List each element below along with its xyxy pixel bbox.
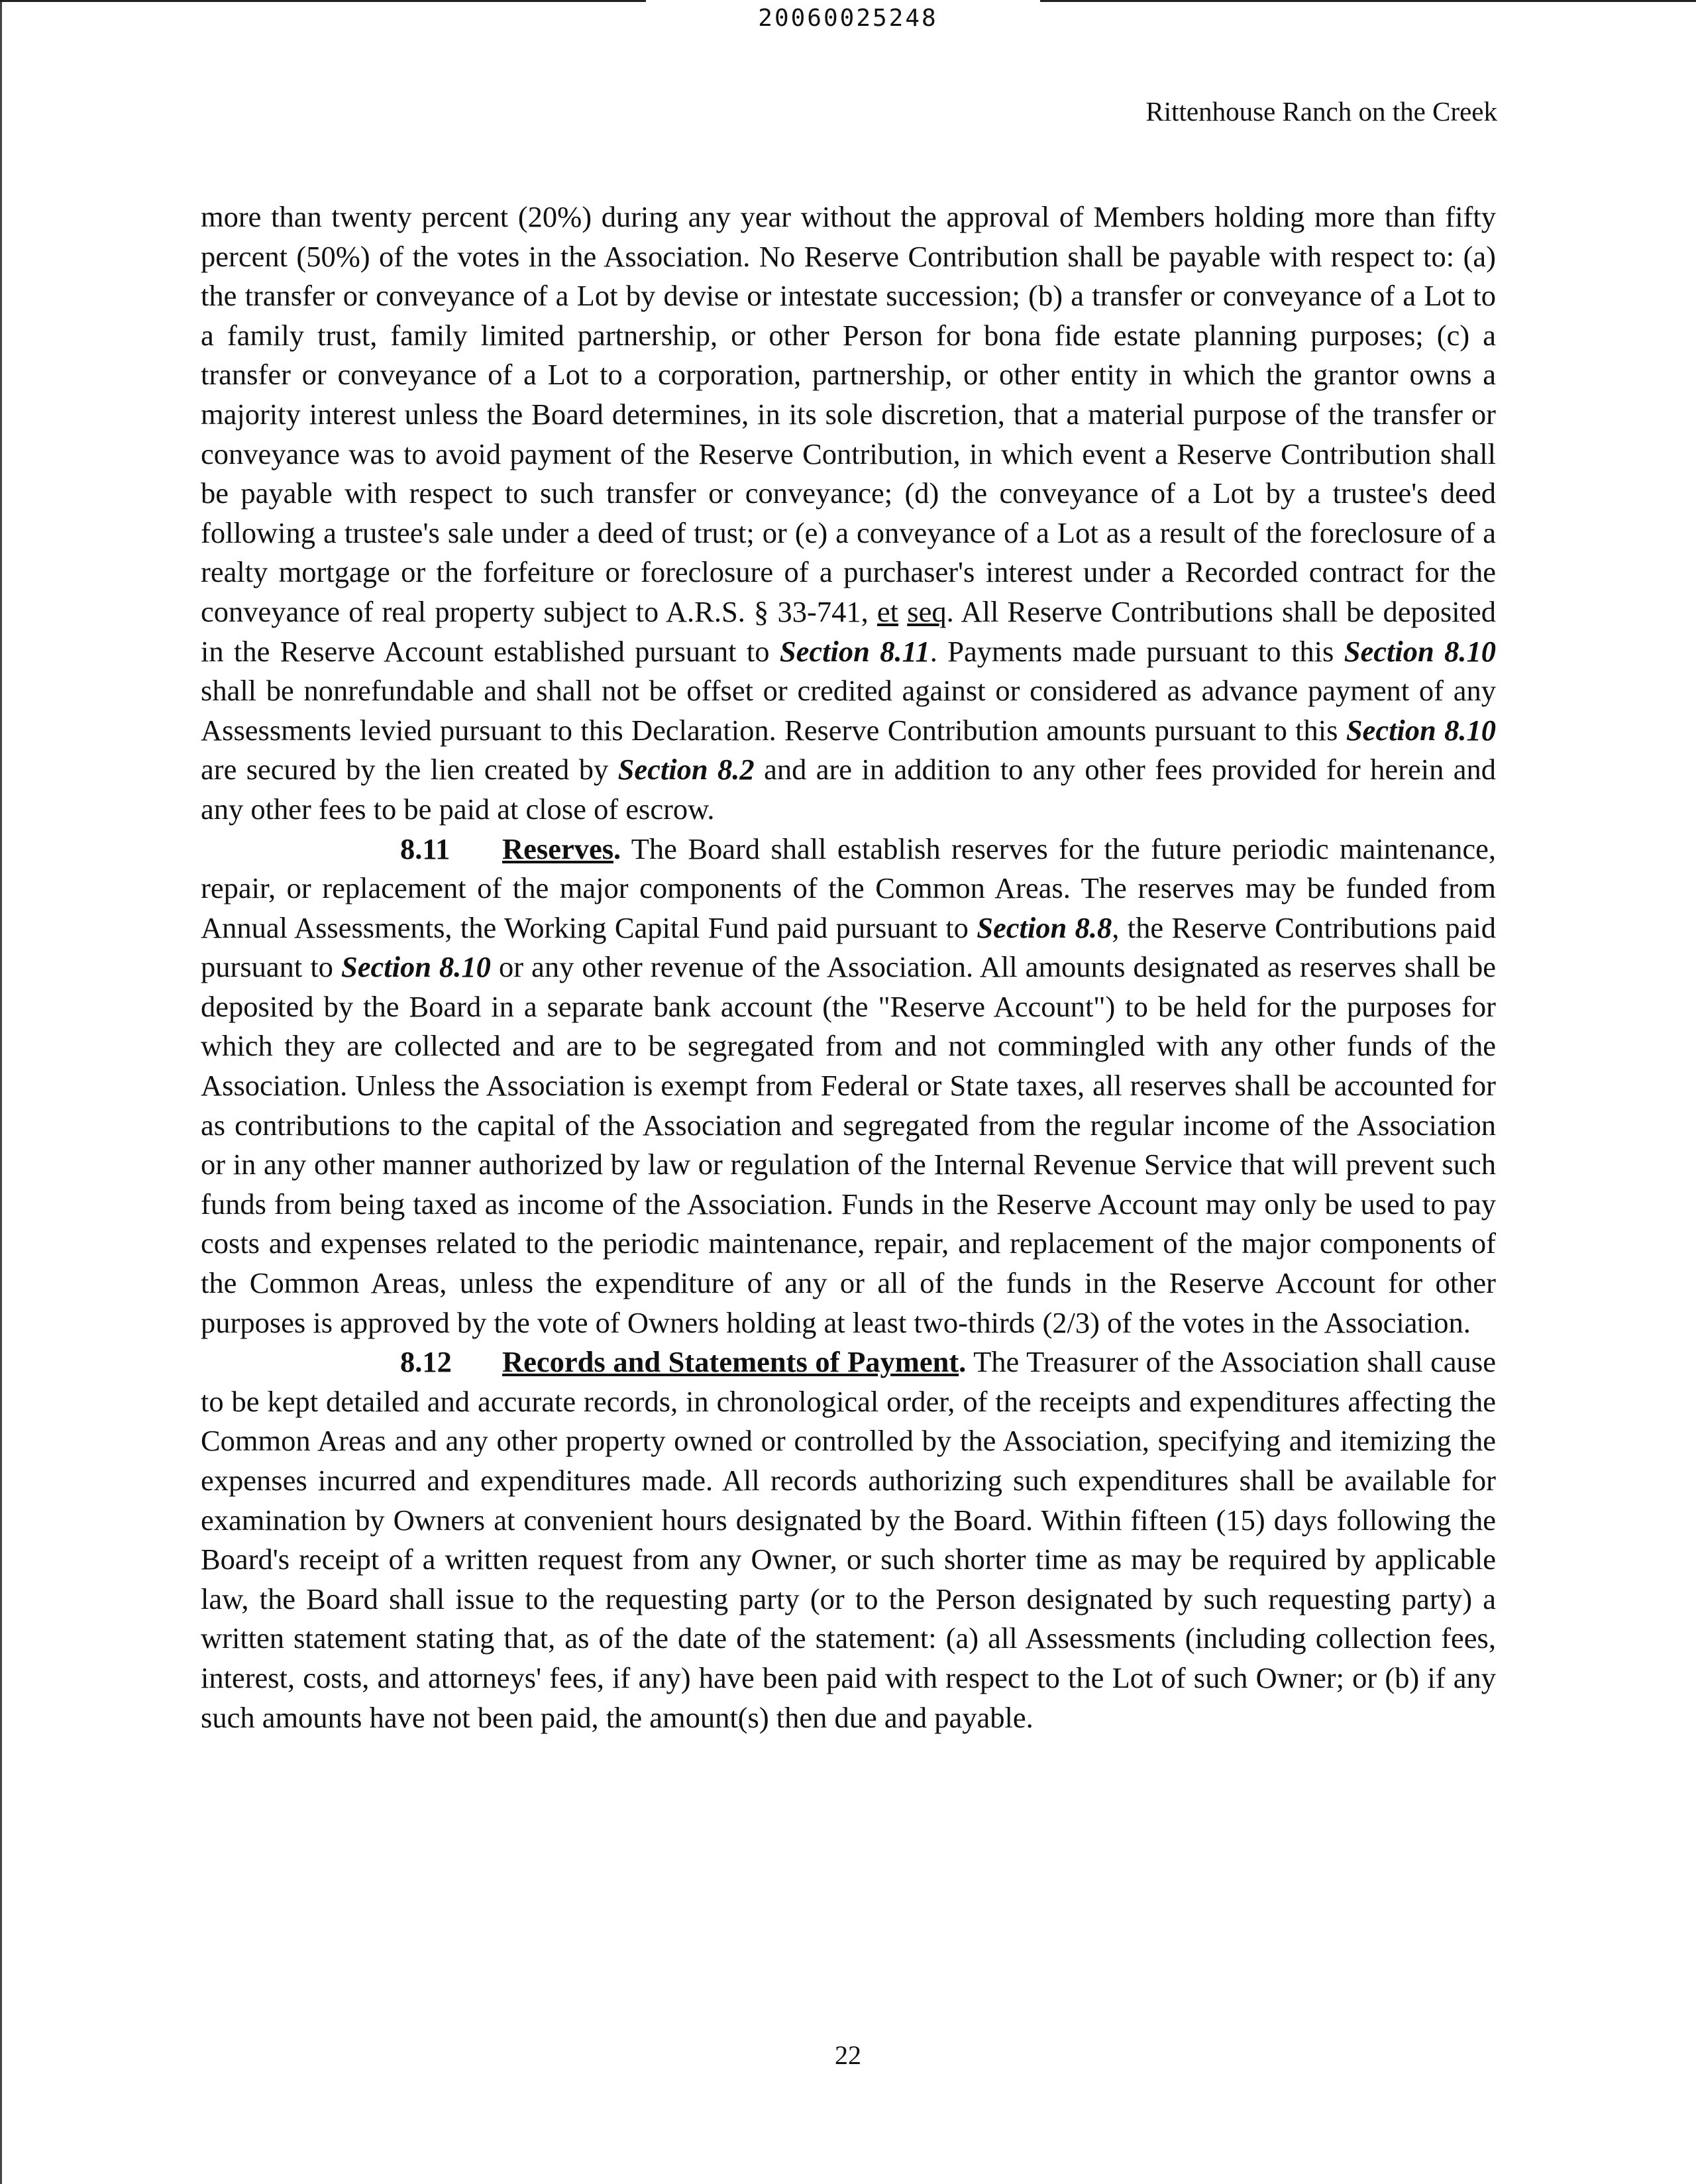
top-edge-rule-left [0,0,646,2]
continuation-paragraph [201,197,1496,830]
page-number: 22 [835,2040,861,2070]
continuation-text-5: are secured by the lien created by [201,753,609,787]
section-8-11-text-2: , the Reserve Contributions paid pursuant to [201,910,1497,984]
section-heading: Reserves [502,832,614,865]
recording-number: 20060025248 [758,5,938,32]
section-8-11-paragraph: 8.11 Reserves. The Board shall establish reserves for the future periodic maintenance, repair, or replacement of the major components of the Common Areas. The reserves may be funded from Annual Assessments, the Working Capital Fund paid pursuant to Section 8.8, the Reserve Contributions paid pursuant to Section 8.10 or any other revenue of the Association. All amounts designated as reserves shall be deposited by the Board in a separate bank account (the "Reserve Account") to be held for the purposes for which they are collected and are to be segregated from and not commingled with any other funds of the Association. Unless the Association is exempt from Federal or State taxes, all reserves shall be accounted for as contributions to the capital of the Association and segregated from the regular income of the Association or in any other manner authorized by law or regulation of the Internal Revenue Service that will prevent such funds from being taxed as income of the Association. Funds in the Reserve Account may only be used to pay costs and expenses related to the periodic maintenance, repair, and replacement of the major components of the Common Areas, unless the expenditure of any or all of the funds in the Reserve Account for other purposes is approved by the vote of Owners holding at least two-thirds (2/3) of the votes in the Association. [201,830,1496,1343]
section-8-12-paragraph: 8.12 Records and Statements of Payment. The Treasurer of the Association shall cause to be kept detailed and accurate records, in chronological order, of the receipts and expenditures affecting the Common Areas and any other property owned or controlled by the Association, specifying and itemizing the expenses incurred and expenditures made. All records authorizing such expenditures shall be available for examination by Owners at convenient hours designated by the Board. Within fifteen (15) days following the Board's receipt of a written request from any Owner, or such shorter time as may be required by applicable law, the Board shall issue to the requesting party (or to the Person designated by such requesting party) a written statement stating that, as of the date of the statement: (a) all Assessments (including collection fees, interest, costs, and attorneys' fees, if any) have been paid with respect to the Lot of such Owner; or (b) if any such amounts have not been paid, the amount(s) then due and payable. [201,1342,1496,1737]
section-reference: Section 8.11 [779,634,930,668]
section-heading: Records and Statements of Payment [502,1345,959,1379]
seq-text: seq [907,594,947,628]
continuation-text-4: shall be nonrefundable and shall not be offset or credited against or considered as advance payment of any Assessments levied pursuant to this Declaration. Reserve Contribution amounts pursuant to this [201,674,1496,747]
et-text: et [876,594,899,628]
continuation-text-2: . All Reserve Contributions shall be deposited in the Reserve Account established pursuant to [201,594,1496,668]
section-reference: Section 8.8 [977,910,1112,944]
section-reference: Section 8.2 [617,753,755,787]
continuation-text-3: . Payments made pursuant to this [929,634,1334,668]
continuation-text-1: more than twenty percent (20%) during any year without the approval of Members holding more than fifty percent (50%) of the votes in the Association. No Reserve Contribution shall be payable with respect to: (a) the transfer or conveyance of a Lot by devise or intestate succession; (b) a transfer or conveyance of a Lot to a family trust, family limited partnership, or other Person for bona fide estate planning purposes; (c) a transfer or conveyance of a Lot to a corporation, partnership, or other entity in which the grantor owns a majority interest unless the Board determines, in its sole discretion, that a material purpose of the transfer or conveyance was to avoid payment of the Reserve Contribution, in which event a Reserve Contribution shall be payable with respect to such transfer or conveyance; (d) the conveyance of a Lot by a trustee's deed following a trustee's sale under a deed of trust; or (e) a conveyance of a Lot as a result of the foreclosure of a realty mortgage or the forfeiture or foreclosure of a purchaser's interest under a Recorded contract for the conveyance of real property subject to A.R.S. § 33-741, [201,200,1496,628]
section-reference: Section 8.10 [1346,713,1497,747]
section-reference: Section 8.10 [341,950,491,984]
top-edge-rule-right [1040,0,1696,2]
section-number: 8.12 [400,1345,452,1379]
section-8-11-text-3: or any other revenue of the Association. All amounts designated as reserves shall be deposited by the Board in a separate bank account (the "Reserve Account") to be held for the purposes for which they are collected and are to be segregated from and not commingled with any other funds of the Association. Unless the Association is exempt from Federal or State taxes, all reserves shall be accounted for as contributions to the capital of the Association and segregated from the regular income of the Association or in any other manner authorized by law or regulation of the Internal Revenue Service that will prevent such funds from being taxed as income of the Association. Funds in the Reserve Account may only be used to pay costs and expenses related to the periodic maintenance, repair, and replacement of the major components of the Common Areas, unless the expenditure of any or all of the funds in the Reserve Account for other purposes is approved by the vote of Owners holding at least two-thirds (2/3) of the votes in the Association. [201,950,1496,1339]
section-number: 8.11 [400,832,450,865]
document-body [201,197,1496,1737]
section-8-11-text-1: The Board shall establish reserves for the future periodic maintenance, repair, or replacement of the major components of the Common Areas. The reserves may be funded from Annual Assessments, the Working Capital Fund paid pursuant to [201,832,1496,944]
continuation-text-6: and are in addition to any other fees provided for herein and any other fees to be paid at close of escrow. [201,753,1497,826]
scan-left-border [0,0,2,2184]
section-reference: Section 8.10 [1344,634,1496,668]
section-8-12-text-1: The Treasurer of the Association shall cause to be kept detailed and accurate records, in chronological order, of the receipts and expenditures affecting the Common Areas and any other property owned or controlled by the Association, specifying and itemizing the expenses incurred and expenditures made. All records authorizing such expenditures shall be available for examination by Owners at convenient hours designated by the Board. Within fifteen (15) days following the Board's receipt of a written request from any Owner, or such shorter time as may be required by applicable law, the Board shall issue to the requesting party (or to the Person designated by such requesting party) a written statement stating that, as of the date of the statement: (a) all Assessments (including collection fees, interest, costs, and attorneys' fees, if any) have been paid with respect to the Lot of such Owner; or (b) if any such amounts have not been paid, the amount(s) then due and payable. [201,1345,1496,1734]
running-header: Rittenhouse Ranch on the Creek [1145,96,1497,127]
